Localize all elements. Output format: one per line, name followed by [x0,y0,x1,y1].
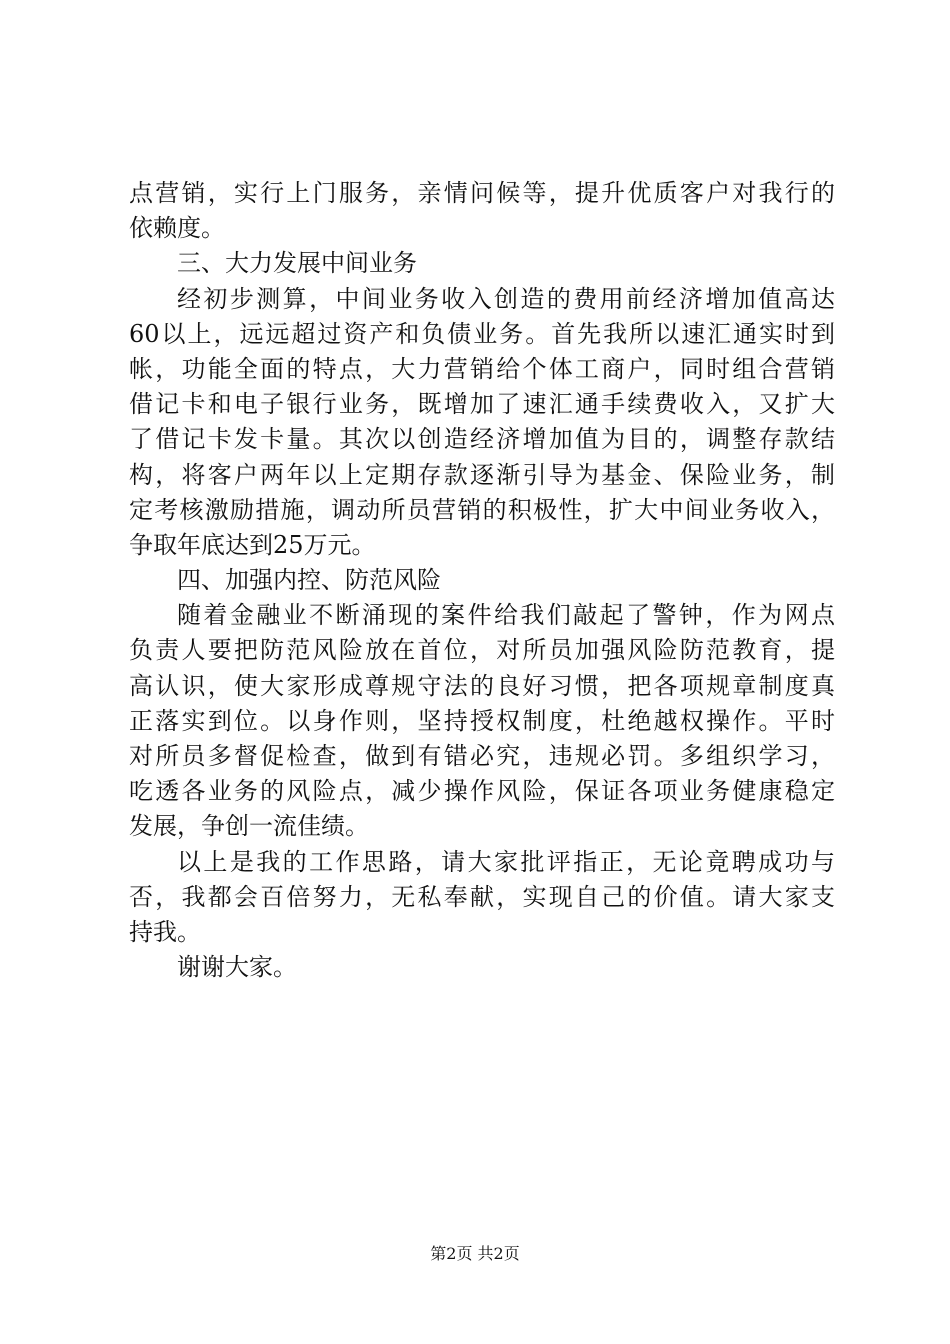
page-footer: 第2页 共2页 [430,1244,520,1263]
text-line: 持我。 [129,917,201,946]
text-line: 谢谢大家。 [177,953,297,982]
text-line: 随着金融业不断涌现的案件给我们敲起了警钟，作为网点 [177,601,835,630]
text-line: 60以上，远远超过资产和负债业务。首先我所以速汇通实时到 [129,319,835,348]
text-line: 吃透各业务的风险点，减少操作风险，保证各项业务健康稳定 [129,777,835,806]
text-line: 高认识，使大家形成尊规守法的良好习惯，把各项规章制度真 [129,671,835,700]
text-line: 依赖度。 [129,214,225,243]
text-line: 发展，争创一流佳绩。 [129,812,369,841]
text-line: 了借记卡发卡量。其次以创造经济增加值为目的，调整存款结 [129,425,835,454]
text-line: 帐，功能全面的特点，大力营销给个体工商户，同时组合营销 [129,354,835,383]
text-line: 正落实到位。以身作则，坚持授权制度，杜绝越权操作。平时 [129,706,835,735]
text-line: 定考核激励措施，调动所员营销的积极性，扩大中间业务收入， [129,495,835,524]
text-line: 对所员多督促检查，做到有错必究，违规必罚。多组织学习， [129,742,835,770]
text-line: 点营销，实行上门服务，亲情问候等，提升优质客户对我行的 [129,179,835,207]
text-line: 构，将客户两年以上定期存款逐渐引导为基金、保险业务，制 [129,460,835,489]
text-line: 以上是我的工作思路，请大家批评指正，无论竟聘成功与 [177,847,835,876]
text-line: 三、大力发展中间业务 [177,249,417,278]
text-line: 借记卡和电子银行业务，既增加了速汇通手续费收入，又扩大 [129,390,835,419]
text-line: 否，我都会百倍努力，无私奉献，实现自己的价值。请大家支 [129,882,835,911]
document-body [129,176,835,985]
text-line: 经初步测算，中间业务收入创造的费用前经济增加值高达 [177,284,835,313]
text-line: 负责人要把防范风险放在首位，对所员加强风险防范教育，提 [129,636,835,665]
text-line: 争取年底达到25万元。 [129,530,376,559]
text-line: 四、加强内控、防范风险 [177,566,441,595]
